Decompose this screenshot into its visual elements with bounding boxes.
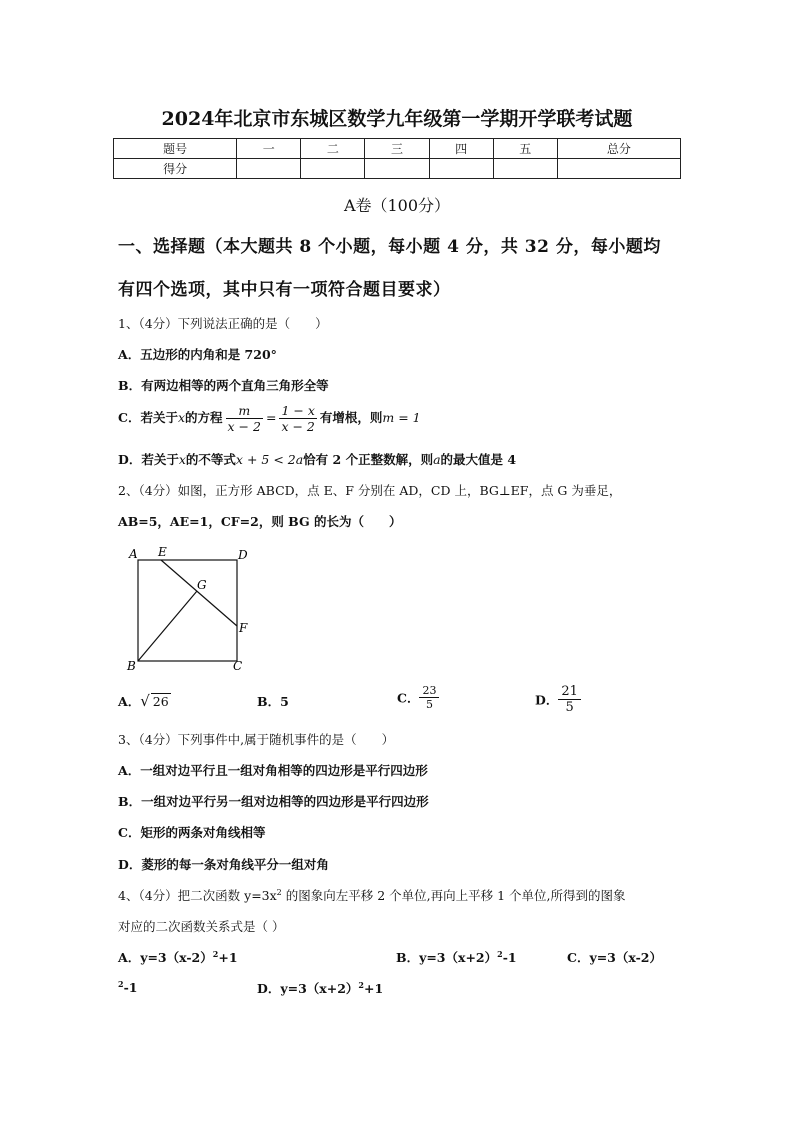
score-cell [301,159,365,179]
fraction-denominator: x − 2 [281,419,315,434]
score-header-cell: 总分 [557,139,680,159]
q1-option-a: A．五边形的内角和是 720° [118,347,277,362]
fraction-numerator: m [226,403,263,419]
q4-option-a [118,948,238,966]
q4-c-pre: C．y=3（x-2） [567,950,663,965]
q1-option-d [118,450,516,468]
q3-option-b: B．一组对边平行另一组对边相等的四边形是平行四边形 [118,794,429,809]
q4-d-pre: D．y=3（x+2） [257,981,359,996]
q4-c-sup: 2 [118,979,124,989]
q1-c-math: m = 1 [382,410,421,425]
label-f: F [239,621,248,635]
fraction-denominator: x − 2 [227,419,261,434]
score-header-cell: 三 [365,139,429,159]
q4-stem-sup: 2 [276,887,282,897]
q3-option-c: C．矩形的两条对角线相等 [118,825,266,840]
fraction-numerator: 1 − x [281,403,315,418]
q3-option-a: A．一组对边平行且一组对角相等的四边形是平行四边形 [118,763,428,778]
q1-c-eq: = [265,410,277,425]
q3-option-d: D．菱形的每一条对角线平分一组对角 [118,857,329,872]
square-abcd [138,560,237,661]
score-cell [429,159,493,179]
q2-option-d [535,684,581,715]
label-e: E [158,545,167,559]
q1-d-mid2: 恰有 2 个正整数解，则 [303,452,434,467]
q2-a-sqrt-value: 26 [152,694,169,709]
section-heading-line2: 有四个选项，其中只有一项符合题目要求） [118,280,451,300]
segment-bg [138,591,197,661]
score-header-cell: 二 [301,139,365,159]
q2-option-b: B．5 [257,694,289,709]
q4-stem-post: 的图象向左平移 2 个单位,再向上平移 1 个单位,所得到的图象 [281,888,626,903]
q1-stem: 1、（4分）下列说法正确的是（ ） [118,316,328,331]
q4-d-post: +1 [363,981,384,996]
q2-option-c [397,684,439,711]
q1-d-mid: 的不等式 [185,452,236,467]
q4-stem-pre: 4、（4分）把二次函数 y=3x [118,888,277,903]
q3-stem: 3、（4分）下列事件中,属于随机事件的是（ ） [118,732,395,747]
label-a: A [129,547,138,561]
q1-option-b: B．有两边相等的两个直角三角形全等 [118,378,329,393]
q2-square-figure [124,543,260,673]
q2-c-label: C． [397,690,420,706]
q4-option-b [396,948,517,966]
score-header-cell: 题号 [114,139,237,159]
q1-c-pre: C．若关于 [118,410,178,425]
q2-stem-line2: AB=5，AE=1，CF=2，则 BG 的长为（ ） [118,514,402,529]
fraction-denominator: 5 [425,698,433,711]
score-cell [237,159,301,179]
score-header-cell: 一 [237,139,301,159]
q1-d-math: x + 5 < 2a [235,452,304,467]
section-heading-line1: 一、选择题（本大题共 8 个小题，每小题 4 分，共 32 分，每小题均 [118,237,661,257]
label-c: C [233,659,243,673]
q1-d-var: x [178,452,186,467]
q1-c-mid: 的方程 [185,410,223,425]
q1-c-var: x [177,410,186,425]
q2-c-fraction [419,684,439,711]
q4-d-sup: 2 [358,979,364,990]
score-cell [493,159,557,179]
q4-a-post: +1 [218,950,238,965]
q4-b-pre: B．y=3（x+2） [396,950,498,965]
q1-c-fraction-1 [226,403,263,434]
label-d: D [238,548,248,562]
q4-c-post: -1 [123,980,138,996]
q2-d-label: D． [535,692,559,708]
score-table-header-row [114,139,681,159]
score-cell [557,159,680,179]
sqrt-icon: √ [140,692,150,710]
fraction-denominator: 5 [565,700,574,715]
fraction-numerator: 21 [558,684,581,700]
score-header-cell: 四 [429,139,493,159]
q4-option-c [567,948,662,966]
q4-stem-line1 [118,886,626,904]
page-title: 2024年北京市东城区数学九年级第一学期开学联考试题 [161,108,633,130]
q4-b-post: -1 [502,950,517,965]
score-table [113,138,681,179]
fraction-numerator: 23 [419,684,439,698]
q2-a-label: A． [118,694,141,709]
label-g: G [197,578,207,592]
score-header-cell: 五 [493,139,557,159]
q4-a-pre: A．y=3（x-2） [118,950,213,965]
q1-d-pre: D．若关于 [118,452,179,467]
q1-d-var2: a [433,452,441,467]
label-b: B [127,659,136,673]
q4-a-sup: 2 [212,948,219,959]
section-title: A卷（100分） [343,196,451,215]
score-row-label: 得分 [114,159,237,179]
q1-option-c [118,403,421,434]
q4-option-d [257,979,383,997]
q4-b-sup: 2 [497,948,503,959]
score-table-score-row [114,159,681,179]
segment-ef [161,560,237,626]
q2-stem-line1: 2、（4分）如图，正方形 ABCD，点 E、F 分别在 AD，CD 上，BG⊥EF，点 G 为垂足， [118,483,622,498]
q4-option-c-wrap [118,979,137,995]
q1-d-post: 的最大值是 4 [440,452,517,467]
q1-c-post: 有增根，则 [319,410,383,425]
q4-stem-line2: 对应的二次函数关系式是（ ） [118,919,285,934]
q2-option-a [118,692,171,710]
q2-d-fraction [558,684,581,715]
score-cell [365,159,429,179]
q1-c-fraction-2 [279,403,316,434]
